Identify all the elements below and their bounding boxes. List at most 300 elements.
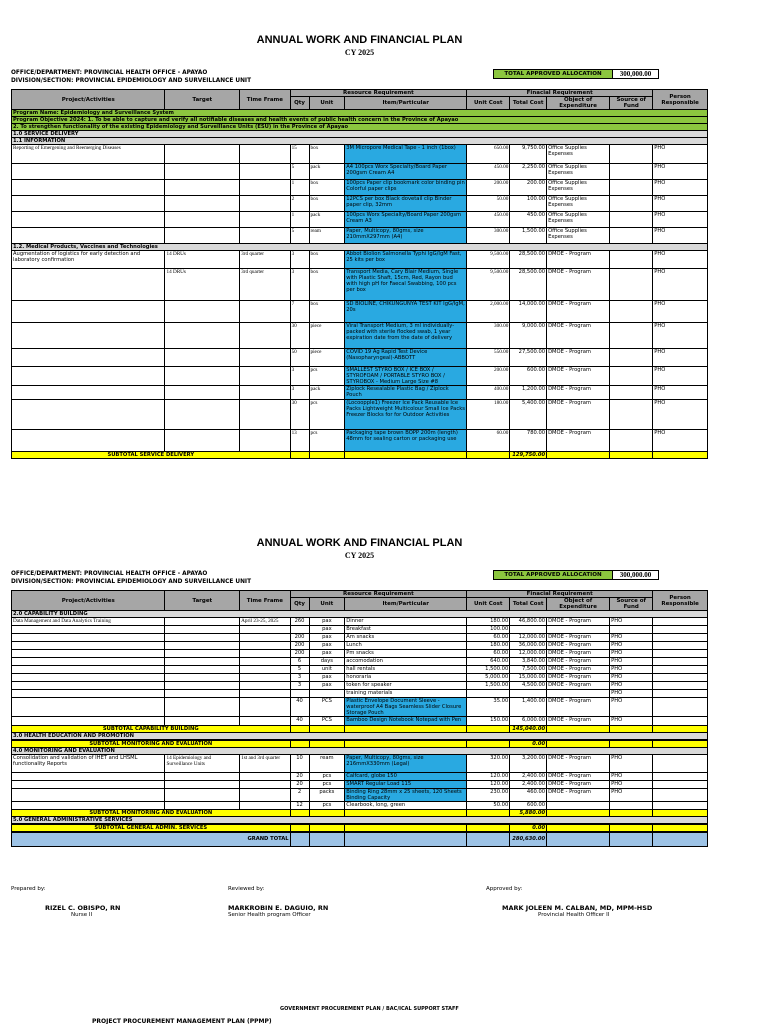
section-general-admin	[12, 817, 708, 824]
total-cost-cell: 46,800.00	[510, 618, 547, 626]
timeframe-cell	[240, 781, 290, 789]
col-resource: Resource Requirement	[290, 90, 467, 97]
office-line	[11, 570, 708, 578]
person-cell	[653, 717, 708, 726]
subtotal-label: SUBTOTAL CAPABILITY BUILDING	[12, 726, 291, 733]
person-cell: PHO	[653, 301, 708, 323]
person-cell	[653, 773, 708, 781]
timeframe-cell	[240, 682, 290, 690]
source-cell	[610, 386, 653, 400]
col-project: Project/Activities	[12, 90, 165, 110]
source-cell	[610, 301, 653, 323]
object-cell: DMOE - Program	[547, 618, 610, 626]
prepared-title: Nurse II	[71, 912, 93, 918]
project-cell	[12, 228, 165, 244]
col-total-cost: Total Cost	[510, 97, 547, 110]
total-cost-cell: 7,500.00	[510, 666, 547, 674]
total-cost-cell: 28,500.00	[510, 251, 547, 269]
total-cost-cell: 4,500.00	[510, 682, 547, 690]
section-title: 1.1 INFORMATION	[12, 138, 708, 145]
sheet-year: CY 2025	[344, 48, 375, 57]
unit-cost-cell: 300.00	[467, 323, 510, 349]
table-row	[12, 618, 708, 626]
qty-cell: 30	[290, 400, 309, 430]
source-cell	[610, 430, 653, 452]
total-cost-cell: 3,200.00	[510, 755, 547, 773]
subtotal-label: SUBTOTAL GENERAL ADMIN. SERVICES	[12, 825, 291, 832]
unit-cost-cell: 300.00	[467, 228, 510, 244]
project-cell: Data Management and Data Analytics Training	[12, 618, 165, 626]
unit-cost-cell	[467, 690, 510, 698]
person-cell	[653, 789, 708, 802]
unit-cost-cell: 9,500.00	[467, 269, 510, 301]
unit-cost-cell: 5,000.00	[467, 674, 510, 682]
unit-cell: ream	[309, 228, 345, 244]
timeframe-cell	[240, 180, 290, 196]
table-row	[12, 301, 708, 323]
qty-cell: 40	[290, 717, 309, 726]
unit-cost-cell: 120.00	[467, 781, 510, 789]
object-cell: DMOE - Program	[547, 755, 610, 773]
sheet-title: ANNUAL WORK AND FINANCIAL PLAN	[256, 34, 463, 46]
unit-cost-cell: 400.00	[467, 386, 510, 400]
unit-cell: pax	[309, 682, 345, 690]
target-cell	[165, 349, 240, 367]
person-cell	[653, 682, 708, 690]
target-cell	[165, 367, 240, 386]
project-cell: Reporting of Emergening and Reemerging Diseases	[12, 145, 165, 164]
item-cell: Paper, Multicopy, 80gms, size 216mmX330mm (Legal)	[345, 755, 467, 773]
source-cell: PHO	[610, 690, 653, 698]
source-cell	[610, 180, 653, 196]
target-cell: 14 Epidemiology and Surveillance Units	[165, 755, 240, 773]
project-cell	[12, 674, 165, 682]
timeframe-cell	[240, 196, 290, 212]
col-target: Target	[165, 90, 240, 110]
total-cost-cell: 12,000.00	[510, 634, 547, 642]
unit-cell: box	[309, 269, 345, 301]
qty-cell: 12	[290, 802, 309, 810]
program-name: Program Name: Epidemiology and Surveillance System	[12, 110, 708, 117]
person-cell	[653, 618, 708, 626]
project-cell	[12, 269, 165, 301]
total-cost-cell: 28,500.00	[510, 269, 547, 301]
timeframe-cell	[240, 642, 290, 650]
person-cell: PHO	[653, 367, 708, 386]
unit-cell: pack	[309, 212, 345, 228]
object-cell: DMOE - Program	[547, 251, 610, 269]
table-row	[12, 228, 708, 244]
target-cell	[165, 717, 240, 726]
person-cell: PHO	[653, 164, 708, 180]
table-header-row-1	[12, 591, 708, 598]
person-cell	[653, 674, 708, 682]
subtotal-service-delivery	[12, 452, 708, 459]
object-cell	[547, 626, 610, 634]
project-cell	[12, 682, 165, 690]
col-person: Person Responsible	[653, 591, 708, 611]
project-cell	[12, 666, 165, 674]
target-cell	[165, 690, 240, 698]
unit-cell: unit	[309, 666, 345, 674]
person-cell: PHO	[653, 228, 708, 244]
unit-cell: pack	[309, 164, 345, 180]
sheet-title: ANNUAL WORK AND FINANCIAL PLAN	[256, 537, 463, 549]
object-cell: Office Supplies Expenses	[547, 180, 610, 196]
unit-cell: pcs	[309, 773, 345, 781]
table-row	[12, 430, 708, 452]
timeframe-cell	[240, 145, 290, 164]
timeframe-cell	[240, 773, 290, 781]
source-cell	[610, 269, 653, 301]
project-cell	[12, 626, 165, 634]
unit-cost-cell: 1,500.00	[467, 666, 510, 674]
unit-cost-cell: 200.00	[467, 367, 510, 386]
qty-cell: 7	[290, 301, 309, 323]
object-cell: DMOE - Program	[547, 386, 610, 400]
target-cell	[165, 430, 240, 452]
grand-total-row	[12, 833, 708, 847]
timeframe-cell	[240, 658, 290, 666]
timeframe-cell	[240, 626, 290, 634]
total-cost-cell: 14,000.00	[510, 301, 547, 323]
program-objective-1: Program Objective 2024: 1. To be able to capture and verify all notifiable diseases and health events of public health concern in the Province of Apayao	[12, 117, 708, 124]
objective-row-2	[12, 124, 708, 131]
timeframe-cell	[240, 228, 290, 244]
section-capability	[12, 611, 708, 618]
timeframe-cell: 1st and 3rd quarter	[240, 755, 290, 773]
total-cost-cell	[510, 690, 547, 698]
source-cell: PHO	[610, 773, 653, 781]
object-cell: DMOE - Program	[547, 674, 610, 682]
object-cell: DMOE - Program	[547, 789, 610, 802]
table-row	[12, 755, 708, 773]
qty-cell: 50	[290, 349, 309, 367]
project-cell	[12, 634, 165, 642]
sheet-1	[11, 34, 708, 459]
approved-by	[486, 886, 652, 918]
source-cell	[610, 367, 653, 386]
allocation-label: TOTAL APPROVED ALLOCATION	[493, 69, 613, 79]
person-cell: PHO	[653, 269, 708, 301]
unit-cost-cell: 50.00	[467, 196, 510, 212]
col-timeframe: Time Frame	[240, 591, 290, 611]
total-cost-cell: 5,400.00	[510, 400, 547, 430]
col-object: Object of Expenditure	[547, 598, 610, 611]
item-cell: Paper, Multicopy, 80gms, size 210mmX297mm (A4)	[345, 228, 467, 244]
object-cell: DMOE - Program	[547, 650, 610, 658]
target-cell	[165, 400, 240, 430]
total-cost-cell: 3,840.00	[510, 658, 547, 666]
total-cost-cell: 600.00	[510, 367, 547, 386]
total-cost-cell	[510, 626, 547, 634]
table-row	[12, 698, 708, 717]
unit-cell: ream	[309, 755, 345, 773]
project-cell	[12, 690, 165, 698]
qty-cell: 1	[290, 212, 309, 228]
qty-cell	[290, 690, 309, 698]
qty-cell: 3	[290, 386, 309, 400]
unit-cell: box	[309, 145, 345, 164]
division-line: DIVISION/SECTION: PROVINCIAL EPIDEMIOLOGY AND SURVEILLANCE UNIT	[11, 579, 252, 585]
project-cell	[12, 802, 165, 810]
person-cell	[653, 802, 708, 810]
unit-cell: PCS	[309, 698, 345, 717]
table-row	[12, 682, 708, 690]
unit-cell: pcs	[309, 781, 345, 789]
table-row	[12, 690, 708, 698]
unit-cost-cell: 550.00	[467, 349, 510, 367]
reviewed-label: Reviewed by:	[228, 886, 265, 892]
item-cell: Abbot Biolion Salmonella Typhi IgG/IgM Fast, 25 kits per box	[345, 251, 467, 269]
prepared-name: RIZEL C. OBISPO, RN	[45, 904, 121, 912]
unit-cost-cell: 35.00	[467, 698, 510, 717]
col-total-cost: Total Cost	[510, 598, 547, 611]
timeframe-cell	[240, 301, 290, 323]
qty-cell: 10	[290, 755, 309, 773]
timeframe-cell	[240, 789, 290, 802]
col-unit: Unit	[309, 598, 345, 611]
timeframe-cell	[240, 367, 290, 386]
item-cell: A4 100pcs Worx Specialty/Board Paper 200gsm Cream A4	[345, 164, 467, 180]
target-cell	[165, 164, 240, 180]
unit-cost-cell: 180.00	[467, 400, 510, 430]
unit-cost-cell: 450.00	[467, 212, 510, 228]
unit-cell: box	[309, 301, 345, 323]
approved-label: Approved by:	[486, 886, 523, 892]
object-cell: DMOE - Program	[547, 349, 610, 367]
information-items	[12, 145, 708, 244]
qty-cell: 260	[290, 618, 309, 626]
person-cell	[653, 634, 708, 642]
item-cell: COVID 19 Ag Rapid Test Device (Nasopharyngeal)-ABBOTT	[345, 349, 467, 367]
item-cell: Lunch	[345, 642, 467, 650]
office-text: OFFICE/DEPARTMENT: PROVINCIAL HEALTH OFFICE - APAYAO	[11, 571, 208, 577]
item-cell: 100pcs Worx Specialty/Board Paper 200gsm Cream A3	[345, 212, 467, 228]
item-cell: Am snacks	[345, 634, 467, 642]
unit-cost-cell: 60.00	[467, 634, 510, 642]
person-cell	[653, 650, 708, 658]
timeframe-cell	[240, 386, 290, 400]
total-cost-cell: 600.00	[510, 802, 547, 810]
unit-cell: box	[309, 196, 345, 212]
person-cell: PHO	[653, 349, 708, 367]
target-cell	[165, 301, 240, 323]
item-cell: 12PCS per box Black dovetail clip Binder paper clip, 32mm	[345, 196, 467, 212]
target-cell	[165, 674, 240, 682]
col-qty: Qty	[290, 97, 309, 110]
item-cell: Packaging tape brown BOPP 200m (length) 48mm for sealing carton or packaging use	[345, 430, 467, 452]
item-cell: Plastic Envelope Document Sleeve - waterproof A4 Bags Seamless Slider Closure Storage Pouch	[345, 698, 467, 717]
qty-cell: 20	[290, 773, 309, 781]
col-unit-cost: Unit Cost	[467, 598, 510, 611]
unit-cost-cell: 150.00	[467, 717, 510, 726]
object-cell: DMOE - Program	[547, 658, 610, 666]
monitoring-items	[12, 755, 708, 810]
unit-cost-cell: 650.00	[467, 145, 510, 164]
item-cell: SD BIOLINE, CHIKUNGUNYA TEST KIT IgG/IgM, 20s	[345, 301, 467, 323]
qty-cell: 40	[290, 698, 309, 717]
allocation-value: 300,000.00	[613, 570, 659, 580]
col-person: Person Responsible	[653, 90, 708, 110]
timeframe-cell	[240, 634, 290, 642]
project-cell	[12, 698, 165, 717]
item-cell: Clearbook, long, green	[345, 802, 467, 810]
object-cell	[547, 802, 610, 810]
approved-name: MARK JOLEEN M. CALBAN, MD, MPM-HSD	[502, 904, 653, 912]
total-cost-cell: 2,400.00	[510, 773, 547, 781]
unit-cell: pcs	[309, 802, 345, 810]
unit-cost-cell: 120.00	[467, 773, 510, 781]
allocation-label: TOTAL APPROVED ALLOCATION	[493, 570, 613, 580]
prepared-by	[11, 886, 120, 918]
table-row	[12, 196, 708, 212]
target-cell	[165, 180, 240, 196]
target-cell	[165, 773, 240, 781]
timeframe-cell	[240, 212, 290, 228]
source-cell: PHO	[610, 642, 653, 650]
table-row	[12, 658, 708, 666]
program-name-row	[12, 110, 708, 117]
table-row	[12, 789, 708, 802]
object-cell: DMOE - Program	[547, 323, 610, 349]
col-source: Source of Fund	[610, 97, 653, 110]
unit-cell	[309, 690, 345, 698]
project-cell	[12, 212, 165, 228]
reviewed-name: MARKROBIN E. DAGUIO, RN	[228, 904, 329, 912]
section-title: 1.2. Medical Products, Vaccines and Technologies	[12, 244, 708, 251]
total-cost-cell: 780.00	[510, 430, 547, 452]
subtotal-label: SUBTOTAL MONITORING AND EVALUATION	[12, 810, 291, 817]
timeframe-cell	[240, 698, 290, 717]
source-cell	[610, 349, 653, 367]
unit-cell: pcs	[309, 400, 345, 430]
table-row	[12, 386, 708, 400]
item-cell: honoraria	[345, 674, 467, 682]
unit-cost-cell: 320.00	[467, 755, 510, 773]
source-cell: PHO	[610, 666, 653, 674]
target-cell	[165, 386, 240, 400]
qty-cell: 6	[290, 658, 309, 666]
capability-items	[12, 618, 708, 726]
section-title: 3.0 HEALTH EDUCATION AND PROMOTION	[12, 733, 708, 740]
target-cell	[165, 212, 240, 228]
col-object: Object of Expenditure	[547, 97, 610, 110]
total-cost-cell: 450.00	[510, 212, 547, 228]
subtotal-value: 129,750.00	[510, 452, 547, 459]
source-cell: PHO	[610, 674, 653, 682]
item-cell: Ziplock Resealable Plastic Bag / Ziplock Pouch	[345, 386, 467, 400]
target-cell	[165, 145, 240, 164]
source-cell	[610, 196, 653, 212]
table-row	[12, 269, 708, 301]
subtotal-capability	[12, 726, 708, 733]
table-row	[12, 666, 708, 674]
project-cell: Consolidation and validation of IHET and LHSML functionality Reports	[12, 755, 165, 773]
col-financial: Finacial Requirement	[467, 591, 653, 598]
table-row	[12, 802, 708, 810]
subtotal-monitoring	[12, 810, 708, 817]
reviewed-title: Senior Health program Officer	[228, 912, 311, 918]
timeframe-cell	[240, 674, 290, 682]
qty-cell: 3	[290, 251, 309, 269]
project-cell	[12, 367, 165, 386]
unit-cell: PCS	[309, 717, 345, 726]
unit-cost-cell: 9,500.00	[467, 251, 510, 269]
office-text: OFFICE/DEPARTMENT: PROVINCIAL HEALTH OFFICE - APAYAO	[11, 70, 208, 76]
table-row	[12, 349, 708, 367]
total-cost-cell: 15,000.00	[510, 674, 547, 682]
col-project: Project/Activities	[12, 591, 165, 611]
person-cell: PHO	[653, 180, 708, 196]
unit-cost-cell: 60.00	[467, 650, 510, 658]
object-cell: DMOE - Program	[547, 634, 610, 642]
object-cell: Office Supplies Expenses	[547, 145, 610, 164]
item-cell: Dinner	[345, 618, 467, 626]
source-cell: PHO	[610, 682, 653, 690]
item-cell: training materials	[345, 690, 467, 698]
unit-cost-cell: 180.00	[467, 618, 510, 626]
project-cell	[12, 164, 165, 180]
target-cell: 14 DRUs	[165, 269, 240, 301]
project-cell: Augmentation of logistics for early detection and laboratory confirmation	[12, 251, 165, 269]
division-line: DIVISION/SECTION: PROVINCIAL EPIDEMIOLOGY AND SURVEILLANCE UNIT	[11, 78, 252, 84]
person-cell	[653, 755, 708, 773]
item-cell: SMART Regular Load 115	[345, 781, 467, 789]
qty-cell: 30	[290, 323, 309, 349]
col-item: Item/Particular	[345, 97, 467, 110]
source-cell: PHO	[610, 618, 653, 626]
total-cost-cell: 27,500.00	[510, 349, 547, 367]
total-cost-cell: 9,750.00	[510, 145, 547, 164]
section-title: 2.0 CAPABILITY BUILDING	[12, 611, 708, 618]
unit-cell: box	[309, 180, 345, 196]
unit-cell: piece	[309, 323, 345, 349]
col-financial: Finacial Requirement	[467, 90, 653, 97]
qty-cell: 5	[290, 228, 309, 244]
section-title: 4.0 MONITORING AND EVALUATION	[12, 748, 708, 755]
col-timeframe: Time Frame	[240, 90, 290, 110]
project-cell	[12, 301, 165, 323]
qty-cell: 3	[290, 682, 309, 690]
unit-cell: pack	[309, 386, 345, 400]
section-monitoring	[12, 748, 708, 755]
item-cell: Breakfast	[345, 626, 467, 634]
timeframe-cell	[240, 349, 290, 367]
qty-cell: 200	[290, 650, 309, 658]
subtotal-value: 0.00	[510, 825, 547, 832]
qty-cell	[290, 626, 309, 634]
object-cell: DMOE - Program	[547, 666, 610, 674]
unit-cell: pax	[309, 626, 345, 634]
subtotal-value: 0.00	[510, 741, 547, 748]
timeframe-cell: 3rd quarter	[240, 251, 290, 269]
target-cell	[165, 658, 240, 666]
total-cost-cell: 200.00	[510, 180, 547, 196]
table-row	[12, 400, 708, 430]
project-cell	[12, 789, 165, 802]
timeframe-cell	[240, 430, 290, 452]
project-cell	[12, 196, 165, 212]
person-cell: PHO	[653, 386, 708, 400]
timeframe-cell	[240, 690, 290, 698]
target-cell	[165, 666, 240, 674]
col-unit-cost: Unit Cost	[467, 97, 510, 110]
unit-cost-cell: 50.00	[467, 802, 510, 810]
col-item: Item/Particular	[345, 598, 467, 611]
source-cell	[610, 802, 653, 810]
table-row	[12, 781, 708, 789]
